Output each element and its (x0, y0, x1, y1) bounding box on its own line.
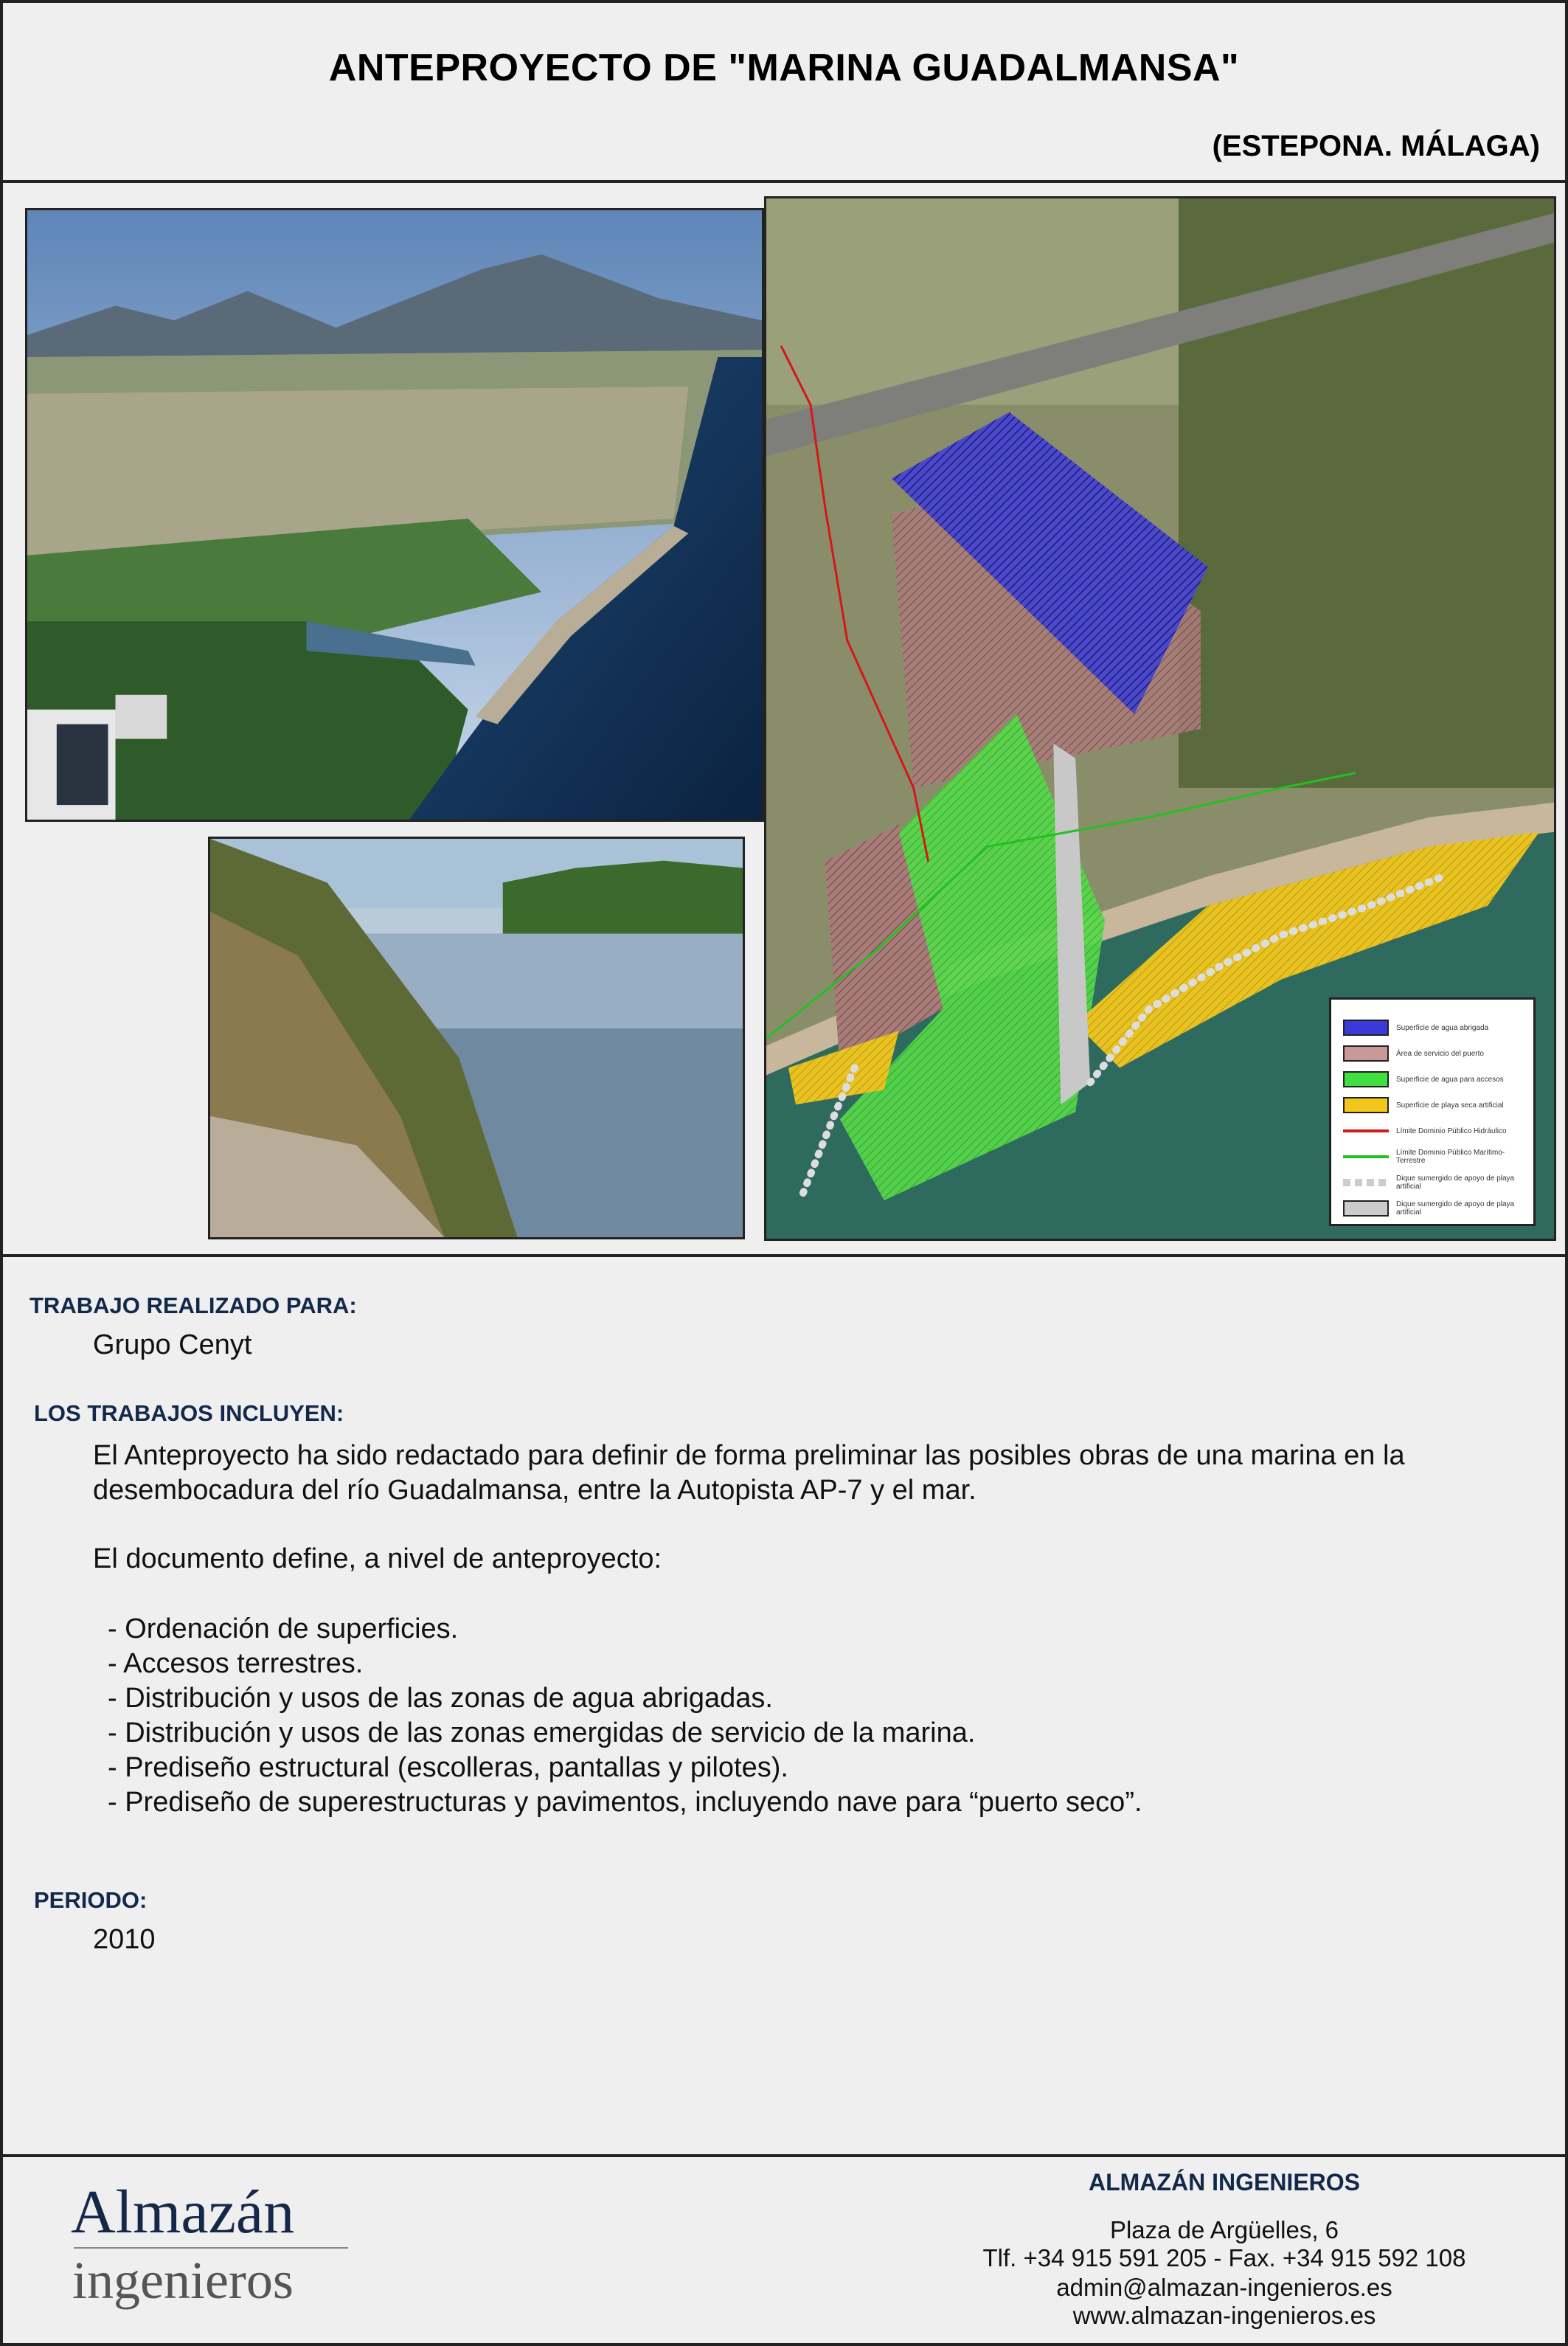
company-website[interactable]: www.almazan-ingenieros.es (1072, 2302, 1376, 2329)
legend-item (1343, 1197, 1522, 1220)
footer-divider (0, 2154, 1568, 2157)
legend-label: Área de servicio del puerto (1396, 1049, 1484, 1058)
legend-swatch (1343, 1097, 1389, 1113)
header-divider (0, 180, 1568, 183)
legend-item (1343, 1042, 1522, 1065)
legend-item (1343, 1016, 1522, 1039)
list-item: - Ordenación de superficies. (108, 1613, 459, 1644)
legend-swatch (1343, 1155, 1389, 1158)
legend-item (1343, 1171, 1522, 1194)
company-name: ALMAZÁN INGENIEROS (1089, 2169, 1360, 2196)
client-name: Grupo Cenyt (93, 1329, 252, 1360)
legend-label: Dique sumergido de apoyo de playa artificial (1396, 1200, 1515, 1217)
logo-subtitle: ingenieros (72, 2251, 294, 2310)
period-value: 2010 (93, 1924, 156, 1955)
period-label: PERIODO: (34, 1887, 148, 1913)
intro-line-1: El Anteproyecto ha sido redactado para definir de forma preliminar las posibles obras de una marina en la (93, 1440, 1405, 1471)
list-item: - Prediseño estructural (escolleras, pantallas y pilotes). (108, 1752, 788, 1783)
list-item: - Distribución y usos de las zonas emergidas de servicio de la marina. (108, 1717, 976, 1748)
legend-swatch (1343, 1200, 1389, 1217)
client-label: TRABAJO REALIZADO PARA: (30, 1293, 357, 1318)
works-list (108, 1612, 1142, 1820)
logo-wordmark: Almazán (71, 2178, 295, 2246)
aerial-coast-photo (25, 208, 764, 822)
images-divider (0, 1254, 1568, 1257)
legend-label: Límite Dominio Público Hidráulico (1396, 1127, 1507, 1135)
company-email[interactable]: admin@almazan-ingenieros.es (1056, 2274, 1392, 2301)
legend-item (1343, 1068, 1522, 1091)
legend-swatch (1343, 1129, 1389, 1132)
legend-swatch (1343, 1020, 1389, 1036)
legend-label: Límite Dominio Público Marítimo-Terrestre (1396, 1149, 1505, 1165)
legend-label: Superficie de agua para accesos (1396, 1075, 1504, 1084)
legend-item (1343, 1093, 1522, 1117)
legend-swatch (1343, 1045, 1389, 1062)
list-item: - Distribución y usos de las zonas de agua abrigadas. (108, 1683, 773, 1714)
legend-label: Superficie de agua abrigada (1396, 1023, 1489, 1032)
legend-swatch (1343, 1071, 1389, 1087)
list-item: - Accesos terrestres. (108, 1648, 364, 1679)
legend-item (1343, 1145, 1522, 1169)
intro-line-2: desembocadura del río Guadalmansa, entre la Autopista AP-7 y el mar. (93, 1475, 976, 1506)
list-item: - Prediseño de superestructuras y pavimentos, incluyendo nave para “puerto seco”. (108, 1787, 1142, 1818)
works-label: LOS TRABAJOS INCLUYEN: (34, 1400, 344, 1426)
legend-label: Superficie de playa seca artificial (1396, 1101, 1504, 1110)
river-mouth-photo (208, 837, 745, 1239)
legend-item (1343, 1119, 1522, 1143)
page-subtitle: (ESTEPONA. MÁLAGA) (1212, 130, 1540, 162)
legend-swatch (1343, 1179, 1389, 1186)
page-title: ANTEPROYECTO DE "MARINA GUADALMANSA" (328, 46, 1240, 89)
intro-line-3: El documento define, a nivel de anteproyecto: (93, 1543, 662, 1574)
company-address: Plaza de Argüelles, 6 (1109, 2216, 1339, 2243)
legend-label: Dique sumergido de apoyo de playa artificial (1396, 1174, 1515, 1191)
logo-divider (74, 2247, 348, 2249)
company-phone: Tlf. +34 915 591 205 - Fax. +34 915 592 108 (982, 2244, 1466, 2271)
map-legend (1329, 997, 1536, 1226)
